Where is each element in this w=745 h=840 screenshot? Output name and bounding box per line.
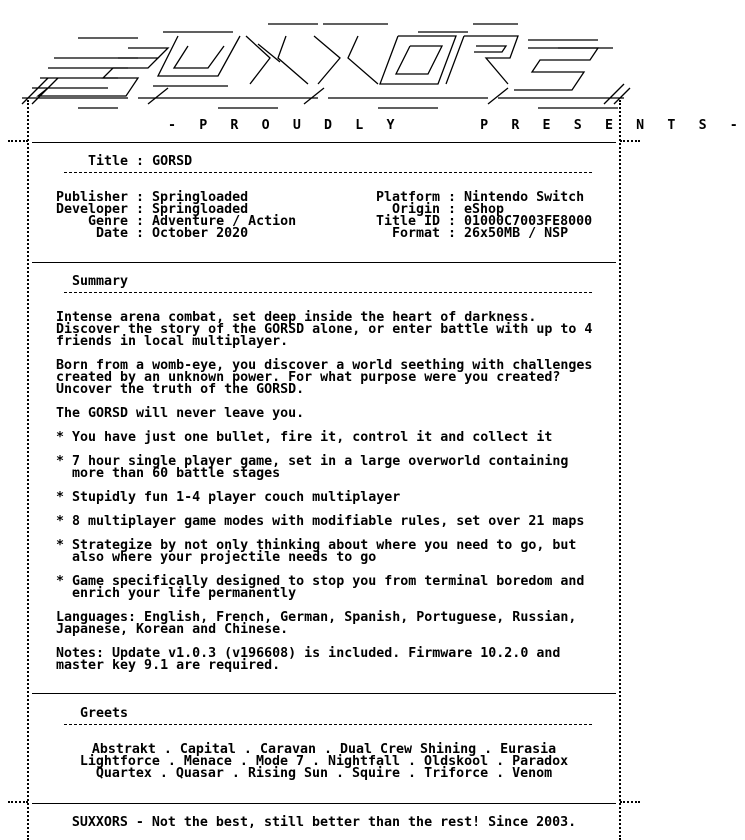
- info-row-publisher: Publisher : Springloaded: [56, 190, 249, 205]
- frame-ornament: [620, 801, 640, 803]
- summary-text: created by an unknown power. For what purpose were you created?: [56, 370, 561, 385]
- summary-text: The GORSD will never leave you.: [56, 406, 305, 421]
- info-row-origin: Origin : eShop: [391, 202, 505, 217]
- feature-bullet: * Stupidly fun 1-4 player couch multiplayer: [56, 490, 401, 505]
- summary-text: Uncover the truth of the GORSD.: [56, 382, 305, 397]
- summary-text: Born from a womb-eye, you discover a world seething with challenges: [56, 358, 593, 373]
- release-title: Title : GORSD: [88, 154, 193, 169]
- divider: [32, 262, 616, 263]
- footer-tagline: SUXXORS - Not the best, still better than the rest! Since 2003.: [71, 815, 577, 830]
- languages-text: Japanese, Korean and Chinese.: [56, 622, 289, 637]
- frame-right-border: [619, 100, 621, 840]
- frame-ornament: [8, 801, 28, 803]
- group-logo: [18, 18, 630, 110]
- frame-left-border: [27, 100, 29, 840]
- summary-text: friends in local multiplayer.: [56, 334, 289, 349]
- divider: [64, 724, 592, 725]
- divider: [64, 292, 592, 293]
- info-row-title-id: Title ID : 01000C7003FE8000: [376, 214, 593, 229]
- info-row-platform: Platform : Nintendo Switch: [376, 190, 585, 205]
- feature-bullet: also where your projectile needs to go: [56, 550, 377, 565]
- notes-text: master key 9.1 are required.: [56, 658, 281, 673]
- summary-text: Intense arena combat, set deep inside the heart of darkness.: [56, 310, 537, 325]
- feature-bullet: * 7 hour single player game, set in a large overworld containing: [56, 454, 569, 469]
- divider: [64, 172, 592, 173]
- summary-heading: Summary: [72, 274, 129, 289]
- divider: [32, 803, 616, 804]
- feature-bullet: * Game specifically designed to stop you from terminal boredom and: [56, 574, 585, 589]
- divider: [32, 693, 616, 694]
- greets-line: Lightforce . Menace . Mode 7 . Nightfall . Oldskool . Paradox: [79, 754, 569, 769]
- presents-banner: - P R O U D L Y P R E S E N T S -: [168, 118, 745, 133]
- greets-line: Abstrakt . Capital . Caravan . Dual Crew Shining . Eurasia: [91, 742, 557, 757]
- frame-ornament: [620, 140, 640, 142]
- info-row-developer: Developer : Springloaded: [56, 202, 249, 217]
- info-row-date: Date : October 2020: [95, 226, 249, 241]
- feature-bullet: * 8 multiplayer game modes with modifiable rules, set over 21 maps: [56, 514, 585, 529]
- feature-bullet: * You have just one bullet, fire it, control it and collect it: [56, 430, 553, 445]
- greets-heading: Greets: [80, 706, 129, 721]
- divider: [32, 142, 616, 143]
- feature-bullet: more than 60 battle stages: [56, 466, 281, 481]
- info-row-genre: Genre : Adventure / Action: [87, 214, 297, 229]
- summary-text: Discover the story of the GORSD alone, or enter battle with up to 4: [56, 322, 593, 337]
- feature-bullet: enrich your life permanently: [56, 586, 297, 601]
- info-row-format: Format : 26x50MB / NSP: [391, 226, 569, 241]
- greets-line: Quartex . Quasar . Rising Sun . Squire . Triforce . Venom: [95, 766, 553, 781]
- languages-text: Languages: English, French, German, Spanish, Portuguese, Russian,: [56, 610, 577, 625]
- feature-bullet: * Strategize by not only thinking about where you need to go, but: [56, 538, 577, 553]
- frame-ornament: [8, 140, 28, 142]
- notes-text: Notes: Update v1.0.3 (v196608) is included. Firmware 10.2.0 and: [56, 646, 561, 661]
